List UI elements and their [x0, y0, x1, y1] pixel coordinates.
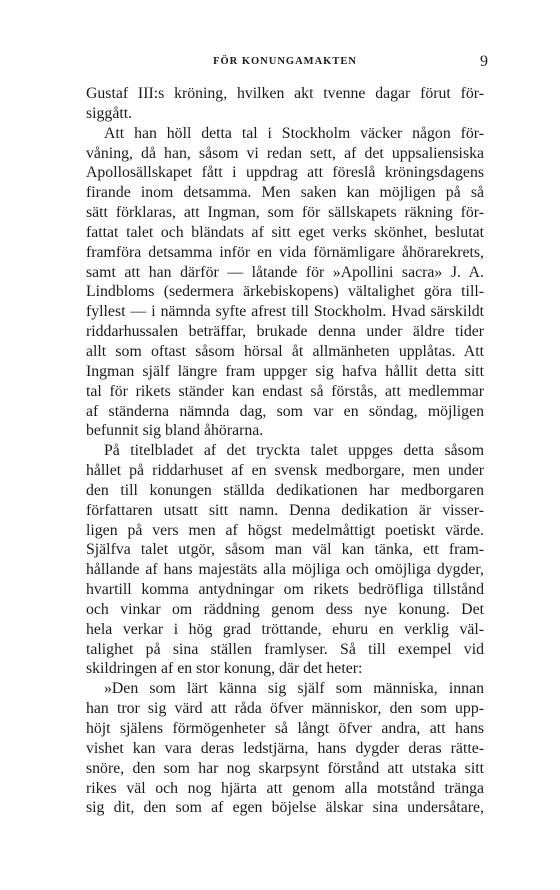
text-line: tal för rikets ständer kan endast så förstås, att medlemmar	[86, 382, 484, 400]
text-line: rikes väl och nog hjärta att genom alla motstånd tränga	[86, 779, 484, 797]
text-line: af ständerna nämnda dag, som var en söndag, möjligen	[86, 402, 484, 420]
text-line: hållande af hans majestäts alla möjliga och omöjliga dygder,	[86, 561, 484, 579]
text-line: talighet på sina ställen framlyser. Så till exempel vid	[86, 640, 484, 658]
text-line: Ingman själf längre fram uppger sig hafva hållit detta sitt	[86, 362, 484, 380]
text-line: Apollosällskapet fått i uppdrag att föreslå kröningsdagens	[86, 164, 484, 182]
text-line: befunnit sig bland åhörarna.	[86, 422, 264, 440]
text-line: och vinkar om räddning genom dess nye konung. Det	[86, 600, 484, 618]
body-text	[86, 84, 484, 818]
text-line: allt som oftast såsom hörsal åt allmänheten upplåtas. Att	[86, 342, 484, 360]
text-line: Lindbloms (sedermera ärkebiskopens) vältalighet göra till-	[86, 283, 484, 301]
text-line: siggått.	[86, 104, 133, 122]
text-line: Att han höll detta tal i Stockholm väcker någon för-	[104, 124, 484, 142]
text-line: hvartill komma antydningar om rikets bedröfliga tillstånd	[86, 581, 484, 599]
text-line: författaren utsatt sitt namn. Denna dedikation är visser-	[86, 501, 484, 519]
text-line: hela verkar i hög grad tröttande, ehuru en verklig väl-	[86, 620, 484, 638]
text-line: fyllest — i nämnda syfte afrest till Stockholm. Hvad särskildt	[86, 303, 484, 321]
text-line: våning, då han, såsom vi redan sett, af det uppsaliensiska	[86, 144, 484, 162]
text-line: fattat talet och bländats af sitt eget verks skönhet, beslutat	[86, 223, 484, 241]
text-line: höjt själens förmögenheter så långt öfver andra, att hans	[86, 720, 484, 737]
text-line: firande inom detsamma. Men saken kan möjligen på så	[86, 184, 484, 202]
text-line: ligen på vers men af högst medelmåttigt poetiskt värde.	[86, 521, 484, 539]
text-line: snöre, den som har nog skarpsynt förstånd att utstaka sitt	[86, 759, 484, 777]
text-line: Själfva talet utgör, såsom man väl kan tänka, ett fram-	[86, 541, 484, 559]
text-line: sig dit, den som af egen böjelse älskar sina undersåtare,	[86, 799, 484, 817]
running-title: FÖR KONUNGAMAKTEN	[213, 56, 357, 67]
page-number: 9	[480, 53, 488, 70]
text-line: riddarhussalen beträffar, brukade denna under äldre tider	[86, 323, 484, 341]
text-line: samt att han därför — låtande för »Apollini sacra» J. A.	[86, 263, 484, 281]
text-line: Gustaf III:s kröning, hvilken akt tvenne dagar förut för-	[86, 85, 484, 102]
text-line: sätt förklaras, att Ingman, som för sällskapets räkning för-	[86, 204, 484, 222]
text-line: vishet kan vara deras ledstjärna, hans dygder deras rätte-	[86, 739, 484, 757]
text-line: han tror sig värd att råda öfver människor, den som upp-	[86, 700, 484, 718]
running-head	[86, 53, 488, 70]
text-line: skildringen af en stor konung, där det heter:	[86, 660, 363, 678]
text-line: den till konungen ställda dedikationen har medborgaren	[86, 481, 484, 499]
text-line: »Den som lärt känna sig själf som människa, innan	[104, 680, 484, 698]
text-line: På titelbladet af det tryckta talet uppges detta såsom	[104, 442, 484, 460]
text-line: hållet på riddarhuset af en svensk medborgare, men under	[86, 462, 484, 480]
text-line: framföra detsamma inför en vida förnämligare åhörarekrets,	[86, 243, 484, 261]
